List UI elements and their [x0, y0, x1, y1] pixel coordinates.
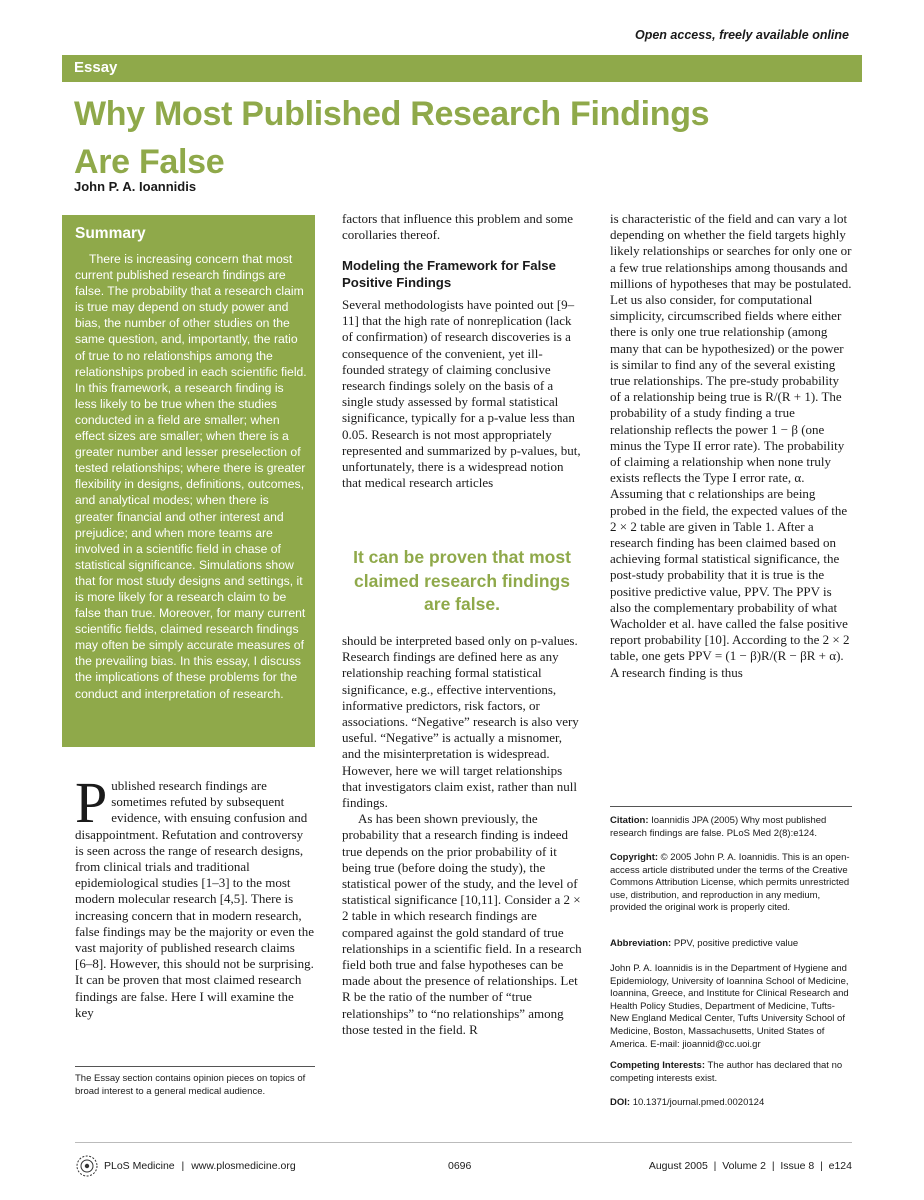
competing-interests-block	[610, 1060, 852, 1085]
citation-text: Ioannidis JPA (2005) Why most published research findings are false. PLoS Med 2(8):e124.	[610, 815, 827, 839]
section-label: Essay	[74, 59, 118, 76]
competing-label: Competing Interests:	[610, 1060, 706, 1071]
footer-journal	[104, 1160, 296, 1172]
abbreviation-text: PPV, positive predictive value	[671, 938, 799, 949]
drop-cap: P	[75, 770, 108, 835]
summary-heading: Summary	[75, 225, 146, 242]
title-line-1: Why Most Published Research Findings	[74, 95, 710, 133]
summary-text: There is increasing concern that most current published research findings are false. The probability that a research claim is true may depend on study power and bias, the number of other studies on the same question, and, importantly, the ratio of true to no relationships among the relationships probed in each scientific field. In this framework, a research finding is less likely to be true when the studies conducted in a field are smaller; when effect sizes are smaller; when there is a greater number and lesser preselection of tested relationships; where there is greater flexibility in designs, definitions, outcomes, and analytical modes; when there is greater financial and other interest and prejudice; and when more teams are involved in a scientific field in chase of statistical significance. Simulations show that for most study designs and settings, it is more likely for a research claim to be false than true. Moreover, for many current scientific fields, claimed research findings may often be simply accurate measures of the prevailing bias. In this essay, I discuss the implications of these problems for the conduct and interpretation of research.	[75, 252, 307, 701]
intro-paragraph	[75, 770, 315, 1021]
col2-paragraph-1: Several methodologists have pointed out [9–11] that the high rate of nonreplication (lack of confirmation) of research discoveries is a consequence of the convenient, yet ill-founded strategy of claiming conclusive research findings solely on the basis of a single study assessed by formal statistical significance, typically for a p-value less than 0.05. Research is not most appropriately represented and summarized by p-values, but, unfortunately, there is a widespread notion that medical research articles	[342, 297, 581, 491]
affiliation-block: John P. A. Ioannidis is in the Department of Hygiene and Epidemiology, University of Ioannina School of Medicine, Ioannina, Greece, and Institute for Clinical Research and Health Policy Studies, Department of Medicine, Tufts-New England Medical Center, Tufts University School of Medicine, Boston, Massachusetts, United States of America. E-mail: jioannid@cc.uoi.gr	[610, 963, 849, 1050]
footer-separator: |	[181, 1160, 185, 1172]
meta-divider	[610, 806, 852, 807]
summary-box	[62, 215, 315, 747]
doi-label: DOI:	[610, 1097, 631, 1108]
col3-paragraph: is characteristic of the field and can vary a lot depending on whether the field targets highly likely relationships or searches for only one or a few true relationships among thousands and millions of hypotheses that may be postulated. Let us also consider, for computational simplicity, circumscribed fields where either there is only one true relationship (among many that can be hypothesized) or the power is similar to find any of the several existing true relationships. The pre-study probability of a relationship being true is R/(R + 1). The probability of a study finding a true relationship reflects the power 1 − β (one minus the Type II error rate). The probability of claiming a relationship when none truly exists reflects the Type I error rate, α. Assuming that c relationships are being probed in the field, the expected values of the 2 × 2 table are given in Table 1. After a research finding has been claimed based on achieving formal statistical significance, the post-study probability that it is true is the positive predictive value, PPV. The PPV is also the complementary probability of what Wacholder et al. have called the false positive report probability [10]. According to the 2 × 2 table, one gets PPV = (1 − β)R/(R − βR + α). A research finding is thus	[610, 211, 852, 680]
journal-url[interactable]: www.plosmedicine.org	[191, 1160, 296, 1172]
col2-continued: factors that influence this problem and some corollaries thereof.	[342, 211, 574, 243]
abbreviation-block	[610, 938, 852, 951]
citation-block	[610, 815, 852, 840]
page-number: 0696	[448, 1160, 472, 1172]
article-title	[74, 90, 874, 186]
plos-logo-icon	[75, 1154, 99, 1178]
abbreviation-label: Abbreviation:	[610, 938, 672, 949]
title-line-2: Are False	[74, 143, 225, 181]
col2-body	[342, 633, 582, 1038]
footer-divider	[75, 1142, 852, 1143]
issue-info: August 2005 | Volume 2 | Issue 8 | e124	[648, 1160, 852, 1172]
copyright-block	[610, 852, 852, 915]
essay-note-divider	[75, 1066, 315, 1067]
pull-quote: It can be proven that most claimed research findings are false.	[353, 547, 571, 614]
col2-paragraph-3: As has been shown previously, the probability that a research finding is indeed true depends on the prior probability of it being true (before doing the study), the statistical power of the study, and the level of statistical significance [10,11]. Consider a 2 × 2 table in which research findings are compared against the gold standard of true relationships in a scientific field. In a research field both true and false hypotheses can be made about the presence of relationships. Let R be the ratio of the number of “true relationships” to “no relationships” among those tested in the field. R	[342, 811, 582, 1037]
competing-text: The author has declared that no competing interests exist.	[610, 1060, 843, 1084]
copyright-label: Copyright:	[610, 852, 659, 863]
essay-note: The Essay section contains opinion pieces on topics of broad interest to a general medical audience.	[75, 1073, 306, 1097]
copyright-text: © 2005 John P. A. Ioannidis. This is an open-access article distributed under the terms of the Creative Commons Attribution License, which permits unrestricted use, distribution, and reproduction in any medium, provided the original work is properly cited.	[610, 852, 850, 914]
doi-text: 10.1371/journal.pmed.0020124	[630, 1097, 765, 1108]
journal-name: PLoS Medicine	[104, 1160, 175, 1172]
doi-block	[610, 1097, 852, 1110]
section-heading: Modeling the Framework for False Positive Findings	[342, 258, 556, 290]
citation-label: Citation:	[610, 815, 649, 826]
col2-paragraph-2: should be interpreted based only on p-values. Research findings are defined here as any relationship reaching formal statistical significance, e.g., effective interventions, informative predictors, risk factors, or associations. “Negative” research is also very useful. “Negative” is actually a misnomer, and the misinterpretation is widespread. However, here we will target relationships that investigators claim exist, rather than null findings.	[342, 633, 579, 811]
open-access-banner: Open access, freely available online	[635, 28, 849, 42]
section-bar	[62, 55, 862, 82]
author-name: John P. A. Ioannidis	[74, 179, 197, 194]
intro-text: ublished research findings are sometimes refuted by subsequent evidence, with ensuing confusion and disappointment. Refutation and controversy is seen across the range of research designs, from clinical trials and traditional epidemiological studies [1–3] to the most modern molecular research [4,5]. There is increasing concern that in modern research, false findings may be the majority or even the vast majority of published research claims [6–8]. However, this should not be surprising. It can be proven that most claimed research findings are false. Here I will examine the key	[75, 778, 314, 1020]
